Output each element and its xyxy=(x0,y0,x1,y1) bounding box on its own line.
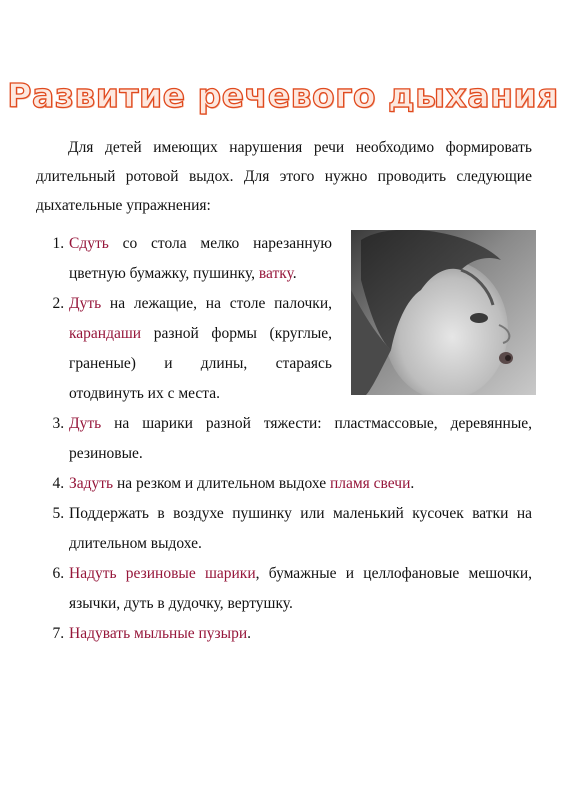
item-segment: , бумажные и целлофановые мешочки, язычки, дуть в дудочку, вертушку. xyxy=(69,565,532,612)
item-segment: на лежащие, на столе палочки, xyxy=(101,295,332,312)
item-segment: Надувать мыльные пузыри xyxy=(69,625,248,642)
list-item xyxy=(68,289,332,409)
list-item xyxy=(68,619,532,649)
list-item xyxy=(68,229,332,289)
item-segment: Дуть xyxy=(69,415,102,432)
item-segment: разной формы (круглые, граненые) и длины, стараясь отодвинуть их с места. xyxy=(69,325,332,402)
item-segment: . xyxy=(247,625,252,642)
page-title: Развитие речевого дыхания xyxy=(7,76,559,116)
item-segment: на шарики разной тяжести: пластмассовые, деревянные, резиновые. xyxy=(69,415,532,462)
item-segment: . xyxy=(292,265,297,282)
item-segment: Задуть xyxy=(69,475,114,492)
item-segment: Дуть xyxy=(69,295,102,312)
item-segment: на резком и длительном выдохе xyxy=(113,475,330,492)
list-item xyxy=(68,469,532,499)
item-segment: Надуть резиновые шарики xyxy=(69,565,256,582)
item-segment: . xyxy=(410,475,415,492)
intro-paragraph: Для детей имеющих нарушения речи необходимо формировать длительный ротовой выдох. Для этого нужно проводить следующие дыхательные упражнения: xyxy=(36,139,532,214)
list-item xyxy=(68,499,532,559)
item-segment: Поддержать в воздухе пушинку или маленький кусочек ватки на длительном выдохе. xyxy=(69,505,532,552)
item-segment: Сдуть xyxy=(69,235,109,252)
list-item xyxy=(68,409,532,469)
list-item xyxy=(68,559,532,619)
item-segment: карандаши xyxy=(69,325,142,342)
item-segment: со стола мелко нарезанную цветную бумажку, пушинку, xyxy=(69,235,332,282)
item-segment: пламя свечи xyxy=(329,475,411,492)
item-segment: ватку xyxy=(258,265,293,282)
exercise-list xyxy=(36,229,532,649)
